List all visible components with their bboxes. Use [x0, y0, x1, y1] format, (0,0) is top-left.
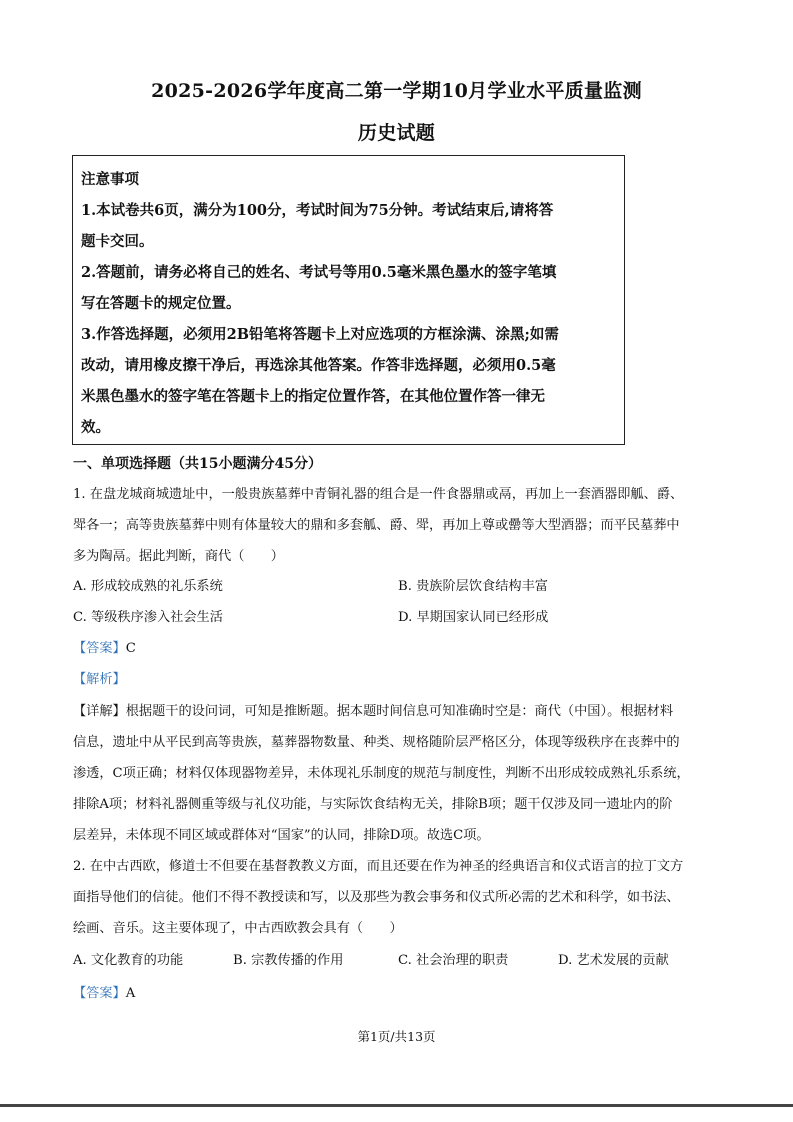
q2-answer — [73, 985, 135, 1003]
q2-option-d: D. 艺术发展的贡献 — [558, 953, 669, 968]
bottom-rule — [0, 1104, 793, 1107]
notice-line: 写在答题卡的规定位置。 — [81, 295, 241, 312]
q1-detail-line — [73, 703, 673, 721]
section-title: 一、单项选择题（共15小题满分45分） — [73, 456, 322, 472]
q2-option-c: C. 社会治理的职责 — [398, 953, 509, 968]
page-number: 第1页/共13页 — [357, 1029, 436, 1044]
notice-line: 题卡交回。 — [81, 233, 154, 250]
q1-detail-line: 层差异，未体现不同区域或群体对“国家”的认同，排除D项。故选C项。 — [73, 828, 490, 843]
exam-subtitle: 历史试题 — [357, 122, 436, 144]
notice-line: 1.本试卷共6页，满分为100分，考试时间为75分钟。考试结束后,请将答 — [81, 202, 554, 219]
q2-stem-line: 面指导他们的信徒。他们不得不教授读和写，以及那些为教会事务和仪式所必需的艺术和科学，如书法、 — [73, 890, 680, 905]
q1-option-a: A. 形成较成熟的礼乐系统 — [73, 579, 223, 594]
q2-stem-line: 2. 在中古西欧，修道士不但要在基督教教义方面，而且还要在作为神圣的经典语言和仪式语言的拉丁文方 — [73, 859, 684, 874]
q1-detail-line: 信息，遗址中从平民到高等贵族，墓葬器物数量、种类、规格随阶层严格区分，体现等级秩序在丧葬中的 — [73, 735, 680, 750]
detail-tag: 【详解】 — [73, 704, 126, 719]
q1-stem-line: 1. 在盘龙城商城遗址中，一般贵族墓葬中青铜礼器的组合是一件食器鼎或鬲，再加上一套酒器即觚、爵、 — [73, 487, 684, 502]
q1-detail-line: 渗透，C项正确；材料仅体现器物差异，未体现礼乐制度的规范与制度性，判断不出形成较成熟礼乐系统， — [73, 766, 690, 781]
detail-text: 根据题干的设问词，可知是推断题。据本题时间信息可知准确时空是：商代（中国）。根据材料 — [125, 704, 674, 719]
q1-option-c: C. 等级秩序渗入社会生活 — [73, 610, 223, 625]
answer-tag: 【答案】 — [73, 641, 126, 656]
notice-line: 改动，请用橡皮擦干净后，再选涂其他答案。作答非选择题，必须用0.5毫 — [81, 357, 556, 374]
answer-value: A — [125, 986, 136, 1001]
answer-tag: 【答案】 — [73, 986, 126, 1001]
q1-answer — [73, 640, 136, 658]
q1-detail-line: 排除A项；材料礼器侧重等级与礼仪功能，与实际饮食结构无关，排除B项；题干仅涉及同一遗址内的阶 — [73, 797, 673, 812]
answer-value: C — [125, 641, 136, 656]
q1-option-b: B. 贵族阶层饮食结构丰富 — [398, 579, 548, 594]
notice-line: 2.答题前，请务必将自己的姓名、考试号等用0.5毫米黑色墨水的签字笔填 — [81, 264, 557, 281]
notice-line: 3.作答选择题，必须用2B铅笔将答题卡上对应选项的方框涂满、涂黑;如需 — [81, 326, 559, 343]
notice-box — [72, 155, 625, 445]
exam-title: 2025-2026学年度高二第一学期10月学业水平质量监测 — [151, 80, 642, 102]
notice-line: 米黑色墨水的签字笔在答题卡上的指定位置作答，在其他位置作答一律无 — [81, 388, 545, 405]
q2-option-a: A. 文化教育的功能 — [73, 953, 184, 968]
q1-stem-line: 斝各一；高等贵族墓葬中则有体量较大的鼎和多套觚、爵、斝，再加上尊或罍等大型酒器；而平民墓葬中 — [73, 518, 680, 533]
analysis-tag: 【解析】 — [73, 672, 126, 687]
notice-heading: 注意事项 — [81, 171, 139, 188]
q2-option-b: B. 宗教传播的作用 — [233, 953, 344, 968]
q1-analysis — [73, 671, 126, 689]
q1-stem-line: 多为陶鬲。据此判断，商代（ ） — [73, 549, 284, 564]
q2-stem-line: 绘画、音乐。这主要体现了，中古西欧教会具有（ ） — [73, 921, 403, 936]
notice-line: 效。 — [81, 419, 110, 436]
q1-option-d: D. 早期国家认同已经形成 — [398, 610, 549, 625]
